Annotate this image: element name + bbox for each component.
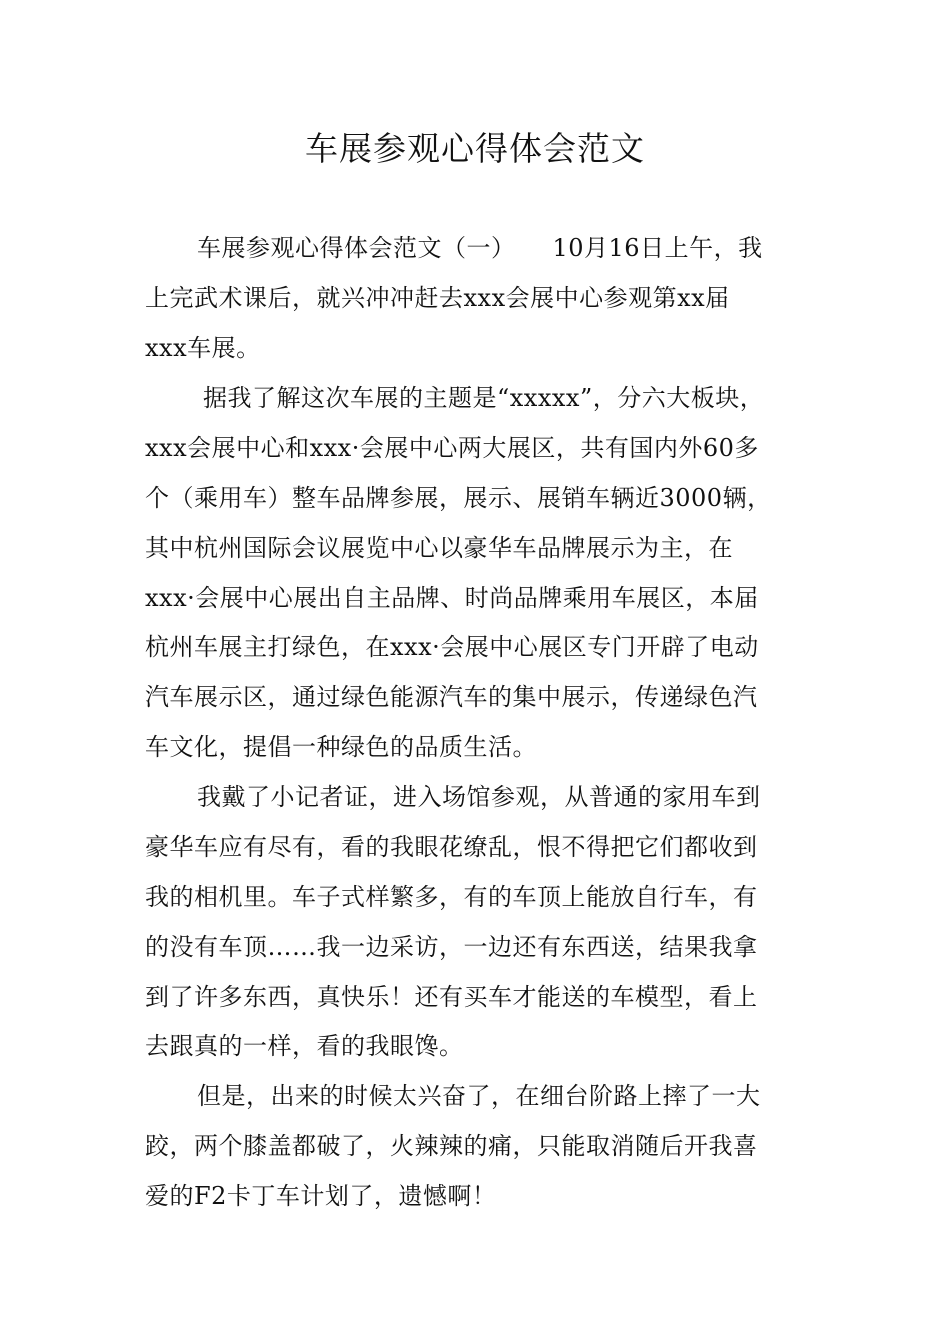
text-line: 上完武术课后，就兴冲冲赶去xxx会展中心参观第xx届 [145,284,730,312]
text-line: xxx会展中心和xxx·会展中心两大展区，共有国内外60多 [145,434,759,462]
text-line: 车文化，提倡一种绿色的品质生活。 [145,733,537,761]
text-line: 但是，出来的时候太兴奋了，在细台阶路上摔了一大 [197,1082,761,1110]
text-line: 个（乘用车）整车品牌参展，展示、展销车辆近3000辆， [145,484,772,512]
text-line: 杭州车展主打绿色，在xxx·会展中心展区专门开辟了电动 [145,633,759,661]
text-line: 其中杭州国际会议展览中心以豪华车品牌展示为主，在 [145,534,733,562]
text-line: 爱的F2卡丁车计划了，遗憾啊！ [145,1182,497,1210]
text-line: 车展参观心得体会范文（一） 10月16日上午，我 [197,234,763,262]
text-line: 豪华车应有尽有，看的我眼花缭乱，恨不得把它们都收到 [145,833,758,861]
text-line: xxx车展。 [145,334,261,362]
text-line: 跤，两个膝盖都破了，火辣辣的痛，只能取消随后开我喜 [145,1132,758,1160]
text-line: xxx·会展中心展出自主品牌、时尚品牌乘用车展区，本届 [145,584,759,612]
text-line: 去跟真的一样，看的我眼馋。 [145,1032,464,1060]
text-line: 我的相机里。车子式样繁多，有的车顶上能放自行车，有 [145,883,758,911]
text-line: 到了许多东西，真快乐！还有买车才能送的车模型，看上 [145,983,758,1011]
document-title: 车展参观心得体会范文 [305,129,645,168]
text-line: 我戴了小记者证，进入场馆参观，从普通的家用车到 [197,783,761,811]
text-line: 据我了解这次车展的主题是“xxxxx”，分六大板块， [203,384,765,412]
text-line: 的没有车顶……我一边采访，一边还有东西送，结果我拿 [145,933,758,961]
text-line: 汽车展示区，通过绿色能源汽车的集中展示，传递绿色汽 [145,683,758,711]
